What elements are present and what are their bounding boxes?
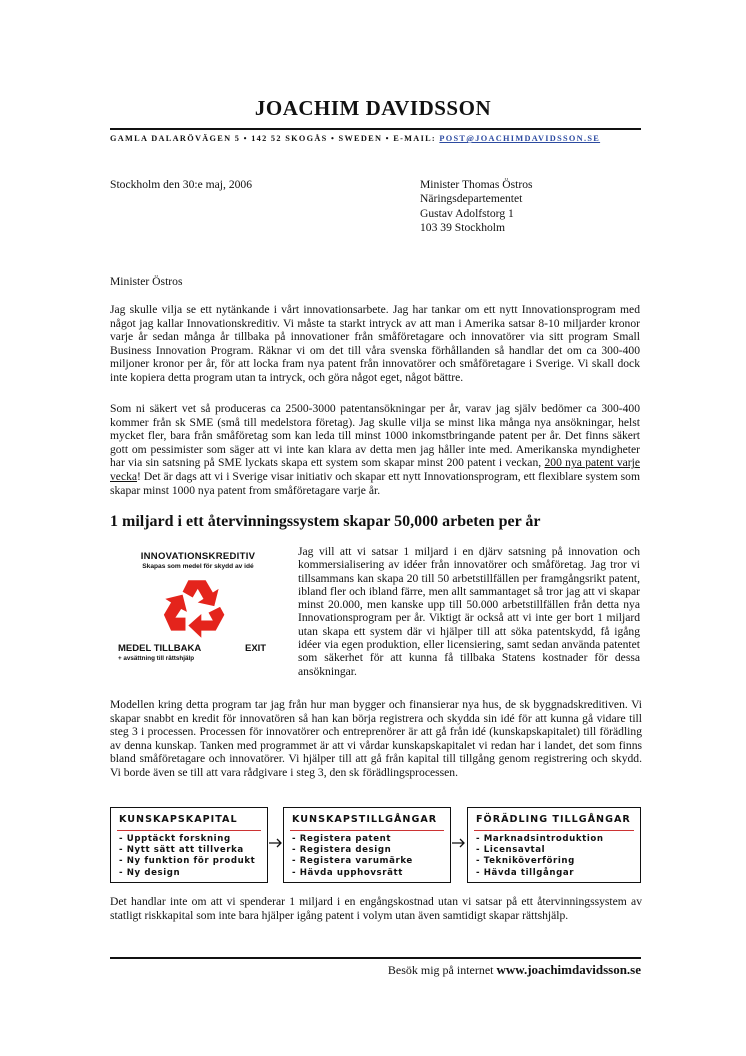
paragraph-2 <box>110 402 640 497</box>
step-box-foradling <box>467 807 641 883</box>
letterhead-name: JOACHIM DAVIDSSON <box>254 96 492 120</box>
paragraph-3: Jag vill att vi satsar 1 miljard i en djärv satsning på innovation och kommersialisering av idéer från innovatörer och småföretag. Jag tror vi tillsammans kan skapa 20 till 50 arbetstillfällen per framgångsrikt patent, ibland fler och ibland färre, men allt sammantaget så tror jag att vi skapar minst 20.000, men kanske upp till 50.000 arbetstillfällen från detta nya Innovationsprogram per år. Viktigt är också att vi inte ger bort 1 miljard utan skapa ett system där vi hjälper till att söka patentskydd, få igång idéer via egen produktion, eller licensiering, samt sedan använda patentet som säkerhet för att kunna få tillbaka Statens kostnader för dessa ansökningar. <box>298 545 640 678</box>
step-title: KUNSKAPSKAPITAL <box>119 814 238 825</box>
step-item: - Licensavtal <box>476 845 546 856</box>
step-box-kunskapstillgangar <box>283 807 451 883</box>
address-text: GAMLA DALARÖVÄGEN 5 • 142 52 SKOGÅS • SWEDEN • E-MAIL: <box>110 134 436 143</box>
recipient-line: 103 39 Stockholm <box>420 221 506 235</box>
medel-tillbaka-label: MEDEL TILLBAKA <box>118 643 202 654</box>
recipient-line: Minister Thomas Östros <box>420 178 533 191</box>
paragraph-4: Modellen kring detta program tar jag från hur man bygger och finansierar nya hus, de sk byggnadskreditiven. Vi skapar snabbt en kredit för innovatören så han kan börja registrera och skydda sin idé för att kunna gå vidare till steg 3 i processen. Processen för innovatörer och entreprenörer är att gå från idé (kunskapskapitalet) till förädling av denna kunskap. Tanken med programmet är att vi vårdar kunskapskapitalet vi redan har i landet, det som finns bland småföretagare och innovatörer. Vi hjälper till att gå från kapital till tillgång genom registrering och skydd. Vi borde även se till att vara rådgivare i steg 3, den sk förädlingsprocessen. <box>110 698 642 779</box>
innovation-credit-figure <box>118 548 278 668</box>
footer-text: Besök mig på internet <box>387 963 494 977</box>
step-item: - Hävda upphovsrätt <box>292 867 403 878</box>
footer-rule <box>110 957 641 959</box>
step-item: - Tekniköverföring <box>476 856 575 867</box>
recipient-line: Gustav Adolfstorg 1 <box>420 206 514 220</box>
section-heading: 1 miljard i ett återvinningssystem skapar 50,000 arbeten per år <box>110 513 541 530</box>
figure-title: INNOVATIONSKREDITIV <box>140 551 256 562</box>
letterhead-address <box>110 134 641 143</box>
recipient-block <box>420 178 533 236</box>
step-title: FÖRÄDLING TILLGÅNGAR <box>476 814 631 825</box>
paragraph-2-text-end: ! Det är dags att vi i Sverige visar initiativ och skapar ett nytt Innovationsprogram, ett flexiblare system som skapar minst 1000 nya patent from småföretagare varje år. <box>110 469 640 497</box>
arrow-right-icon <box>269 838 283 848</box>
salutation: Minister Östros <box>110 275 183 288</box>
step-item: - Registera patent <box>292 834 392 844</box>
figure-subtitle: Skapas som medel för skydd av idé <box>142 563 254 570</box>
recipient-line: Näringsdepartementet <box>420 192 523 206</box>
step-items <box>119 834 255 879</box>
paragraph-5: Det handlar inte om att vi spenderar 1 miljard i en engångskostnad utan vi satsar på ett återvinningssystem av statligt riskkapital som inte bara hjälper igång patent i volym utan även samtidigt skapar rättshjälp. <box>110 895 642 922</box>
recycle-icon <box>160 573 234 645</box>
step-item: - Hävda tillgångar <box>476 867 575 878</box>
step-item: - Registera varumärke <box>292 856 413 867</box>
avsattning-label: + avsättning till rättshjälp <box>118 655 195 662</box>
step-divider <box>117 830 261 831</box>
step-item: - Upptäckt forskning <box>119 834 231 844</box>
step-box-kunskapskapital <box>110 807 268 883</box>
footer <box>370 962 641 978</box>
step-items <box>476 834 604 879</box>
paragraph-1: Jag skulle vilja se ett nytänkande i vårt innovationsarbete. Jag har tankar om ett nytt Innovationsprogram med något jag kallar Innovationskreditiv. Vi måste ta starkt intryck av att man i Amerika satsar 8-10 miljarder kronor varje år sedan många år tillbaka på innovationer från småföretagare och innovatörer via sitt program Small Business Innovation Program. Räknar vi om det till våra svenska förhållanden så handlar det om ca 300-400 miljoner kronor per år, för att locka fram nya patent från innovatörer och småföretagare i Sverige. Vi skall dock inte kopiera detta program utan ta intryck, och göra något eget, något bättre. <box>110 303 640 384</box>
email-link[interactable]: POST@JOACHIMDAVIDSSON.SE <box>439 134 601 143</box>
arrow-right-icon <box>452 838 466 848</box>
patent-link[interactable]: 200 nya patent varje vecka <box>110 456 640 483</box>
footer-url[interactable]: www.joachimdavidsson.se <box>496 962 641 977</box>
step-item: - Registera design <box>292 845 392 856</box>
step-item: - Ny design <box>119 867 181 878</box>
letterhead-rule <box>110 128 641 130</box>
paragraph-2-text: Som ni säkert vet så produceras ca 2500-3000 patentansökningar per år, varav jag själv bedömer ca 300-400 kommer från sk SME (små till medelstora företag). Jag skulle vilja se minst lika många nya ansökningar, helst mycket fler, bara från småföretag som kan leda till minst 1000 inkomstbringande patent per år. Det finns säkert gott om pessimister som säger att vi inte kan klara av detta men jag håller inte med. Amerikanska myndigheter har via sin satsning på SME lyckats skapa ett system som skapar minst 200 patent i veckan, <box>110 402 640 470</box>
step-divider <box>290 830 444 831</box>
step-title: KUNSKAPSTILLGÅNGAR <box>292 814 438 825</box>
step-item: - Nytt sätt att tillverka <box>119 845 244 856</box>
exit-label: EXIT <box>245 643 267 654</box>
dateline: Stockholm den 30:e maj, 2006 <box>110 178 253 191</box>
step-items <box>292 834 413 879</box>
step-item: - Marknadsintroduktion <box>476 834 604 844</box>
step-divider <box>474 830 634 831</box>
step-item: - Ny funktion för produkt <box>119 856 256 867</box>
